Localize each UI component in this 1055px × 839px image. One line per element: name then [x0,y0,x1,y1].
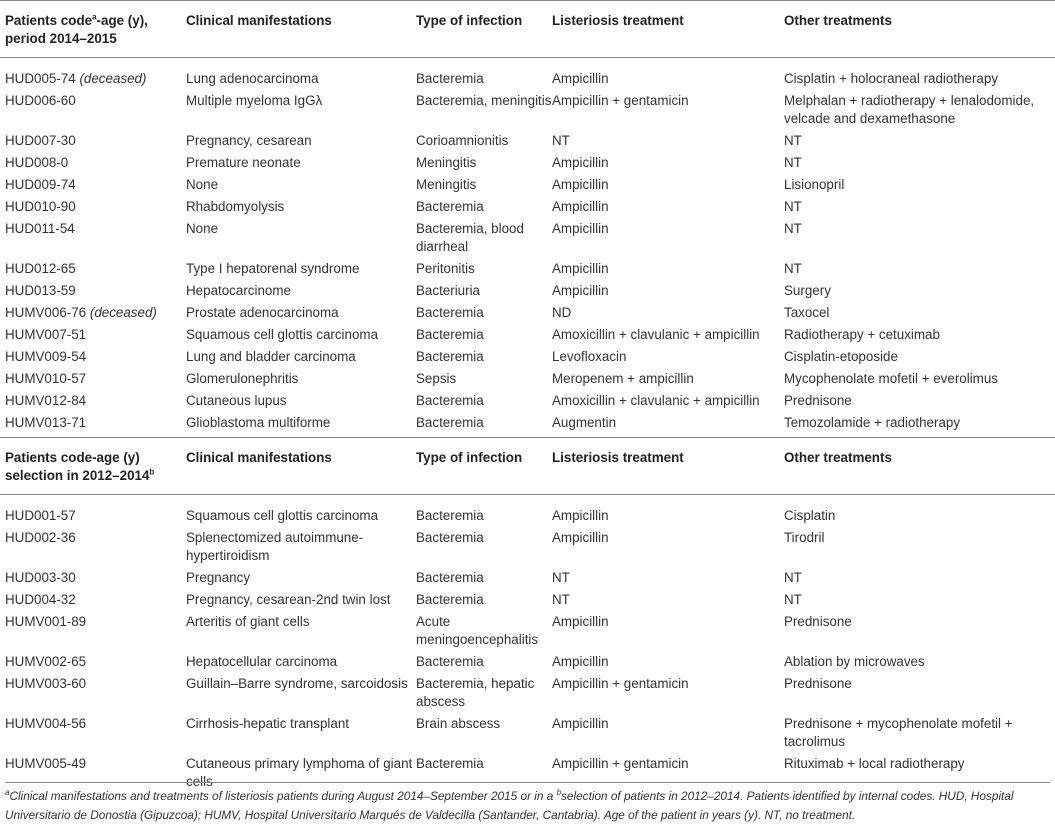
cell-listeriosis-treatment: NT [552,592,570,607]
cell-clinical-manifestations: Guillain–Barre syndrome, sarcoidosis [186,676,408,691]
cell-type-of-infection: Bacteremia [416,393,484,408]
table-row [0,611,1055,651]
patient-code: HUD005-74 [5,71,76,86]
cell-listeriosis-treatment: Ampicillin [552,155,609,170]
cell-patient-code [0,495,186,528]
table-header-row [0,438,1055,495]
cell-listeriosis-treatment: NT [552,133,570,148]
table-row [0,527,1055,567]
patient-code: HUMV003-60 [5,676,87,691]
cell-listeriosis-treatment: Ampicillin [552,614,609,629]
patient-code: HUMV004-56 [5,716,87,731]
cell-patient-code [0,346,186,368]
cell-patient-code [0,589,186,611]
table-row [0,130,1055,152]
cell-other-treatments: Taxocel [784,305,830,320]
patients-table-body [0,1,1055,797]
cell-listeriosis-treatment: Ampicillin [552,508,609,523]
cell-patient-code [0,58,186,91]
cell-other-treatments: Cisplatin-etoposide [784,349,898,364]
cell-patient-code [0,673,186,713]
cell-other-treatments: Ablation by microwaves [784,654,925,669]
cell-listeriosis-treatment: Ampicillin [552,530,609,545]
header-clinical-manifestations: Clinical manifestations [186,450,332,465]
patient-code: HUMV007-51 [5,327,87,342]
cell-patient-code [0,302,186,324]
cell-other-treatments: Surgery [784,283,831,298]
cell-other-treatments: Prednisone + mycophenolate mofetil + tacrolimus [784,716,1013,749]
cell-clinical-manifestations: Rhabdomyolysis [186,199,285,214]
footnote-marker-a: a [5,788,10,798]
table-row [0,346,1055,368]
cell-type-of-infection: Bacteremia, blood diarrheal [416,221,524,254]
cell-type-of-infection: Bacteremia, hepatic abscess [416,676,535,709]
cell-other-treatments: Melphalan + radiotherapy + lenalodomide, velcade and dexamethasone [784,93,1035,126]
patient-code: HUD001-57 [5,508,76,523]
cell-clinical-manifestations: Squamous cell glottis carcinoma [186,508,379,523]
cell-type-of-infection: Peritonitis [416,261,475,276]
cell-other-treatments: Prednisone [784,393,852,408]
table-row [0,713,1055,753]
header-type-of-infection: Type of infection [416,1,552,58]
cell-clinical-manifestations: Cirrhosis-hepatic transplant [186,716,349,731]
header-other-treatments: Other treatments [784,450,892,465]
table-row [0,495,1055,528]
cell-clinical-manifestations: Lung adenocarcinoma [186,71,319,86]
cell-other-treatments: Prednisone [784,614,852,629]
cell-listeriosis-treatment: Ampicillin [552,716,609,731]
table-footnote [5,782,1050,825]
cell-listeriosis-treatment: Ampicillin [552,283,609,298]
cell-clinical-manifestations: None [186,221,219,236]
cell-type-of-infection: Bacteremia [416,654,484,669]
cell-patient-code [0,324,186,346]
table-row [0,280,1055,302]
cell-other-treatments: NT [784,221,802,236]
cell-listeriosis-treatment: Ampicillin [552,71,609,86]
cell-clinical-manifestations: Arteritis of giant cells [186,614,310,629]
cell-type-of-infection: Bacteremia [416,199,484,214]
header-type-of-infection: Type of infection [416,450,523,465]
cell-type-of-infection: Bacteremia [416,530,484,545]
header-listeriosis-treatment: Listeriosis treatment [552,1,784,58]
cell-listeriosis-treatment: Ampicillin [552,261,609,276]
patient-code: HUD009-74 [5,177,76,192]
cell-clinical-manifestations: Multiple myeloma IgGλ [186,93,323,108]
cell-listeriosis-treatment: ND [552,305,572,320]
cell-type-of-infection: Meningitis [416,177,477,192]
table-row [0,302,1055,324]
table-row [0,651,1055,673]
table-row [0,368,1055,390]
cell-type-of-infection: Bacteremia, meningitis [416,93,552,108]
patient-code: HUD012-65 [5,261,76,276]
cell-clinical-manifestations: Pregnancy [186,570,251,585]
cell-clinical-manifestations: None [186,177,219,192]
patient-code: HUD004-32 [5,592,76,607]
patient-code: HUMV012-84 [5,393,87,408]
patient-code: HUMV010-57 [5,371,87,386]
cell-patient-code [0,368,186,390]
table-row [0,567,1055,589]
patient-code: HUD010-90 [5,199,76,214]
cell-listeriosis-treatment: Ampicillin [552,199,609,214]
cell-other-treatments: Prednisone [784,676,852,691]
cell-other-treatments: Rituximab + local radiotherapy [784,756,965,771]
patient-code: HUD011-54 [5,221,75,236]
cell-clinical-manifestations: Splenectomized autoimmune-hypertiroidism [186,530,364,563]
patient-code: HUD008-0 [5,155,69,170]
header-other-treatments: Other treatments [784,1,1055,58]
table-row [0,589,1055,611]
cell-listeriosis-treatment: Amoxicillin + clavulanic + ampicillin [552,393,760,408]
cell-patient-code [0,174,186,196]
cell-type-of-infection: Bacteremia [416,305,484,320]
cell-listeriosis-treatment: NT [552,570,570,585]
cell-clinical-manifestations: Lung and bladder carcinoma [186,349,356,364]
table-row [0,258,1055,280]
table-row [0,673,1055,713]
cell-clinical-manifestations: Squamous cell glottis carcinoma [186,327,379,342]
cell-type-of-infection: Meningitis [416,155,477,170]
cell-type-of-infection: Bacteriuria [416,283,481,298]
cell-other-treatments: NT [784,133,802,148]
cell-type-of-infection: Bacteremia [416,415,484,430]
cell-clinical-manifestations: Pregnancy, cesarean-2nd twin lost [186,592,391,607]
cell-patient-code [0,130,186,152]
cell-other-treatments: Temozolamide + radiotherapy [784,415,961,430]
header-clinical-manifestations: Clinical manifestations [186,1,416,58]
cell-other-treatments: NT [784,199,802,214]
cell-patient-code [0,567,186,589]
patient-code: HUD007-30 [5,133,76,148]
cell-patient-code [0,218,186,258]
cell-clinical-manifestations: Type I hepatorenal syndrome [186,261,360,276]
cell-clinical-manifestations: Hepatocellular carcinoma [186,654,338,669]
cell-type-of-infection: Bacteremia [416,71,484,86]
cell-patient-code [0,280,186,302]
cell-patient-code [0,651,186,673]
patient-code: HUD013-59 [5,283,76,298]
cell-listeriosis-treatment: Ampicillin + gentamicin [552,93,689,108]
cell-clinical-manifestations: Cutaneous primary lymphoma of giant cells [186,756,413,789]
cell-other-treatments: Cisplatin + holocraneal radiotherapy [784,71,999,86]
cell-patient-code [0,611,186,651]
table-row [0,174,1055,196]
table-row [0,390,1055,412]
cell-clinical-manifestations: Prostate adenocarcinoma [186,305,339,320]
cell-other-treatments: NT [784,592,802,607]
cell-other-treatments: NT [784,155,802,170]
patient-code: HUMV009-54 [5,349,87,364]
cell-clinical-manifestations: Glomerulonephritis [186,371,299,386]
cell-listeriosis-treatment: Ampicillin + gentamicin [552,756,689,771]
table-row [0,412,1055,437]
cell-other-treatments: Cisplatin [784,508,836,523]
table-header-row [0,1,1055,58]
footnote-marker-b: b [556,788,562,798]
cell-patient-code [0,412,186,437]
patient-code: HUD002-36 [5,530,76,545]
header-listeriosis-treatment: Listeriosis treatment [552,450,684,465]
deceased-note: (deceased) [79,71,147,86]
cell-type-of-infection: Brain abscess [416,716,501,731]
cell-type-of-infection: Bacteremia [416,756,484,771]
cell-listeriosis-treatment: Ampicillin [552,177,609,192]
cell-listeriosis-treatment: Ampicillin [552,221,609,236]
cell-clinical-manifestations: Hepatocarcinome [186,283,291,298]
table-row [0,152,1055,174]
cell-listeriosis-treatment: Levofloxacin [552,349,627,364]
cell-type-of-infection: Bacteremia [416,592,484,607]
table-row [0,196,1055,218]
cell-listeriosis-treatment: Meropenem + ampicillin [552,371,694,386]
table-row [0,58,1055,91]
cell-patient-code [0,390,186,412]
patient-code: HUMV002-65 [5,654,87,669]
table-row [0,218,1055,258]
cell-type-of-infection: Acute meningoencephalitis [416,614,539,647]
patient-code: HUMV013-71 [5,415,87,430]
cell-type-of-infection: Bacteremia [416,349,484,364]
cell-listeriosis-treatment: Ampicillin [552,654,609,669]
footnote-marker-a: a [92,12,97,22]
cell-patient-code [0,152,186,174]
patient-code: HUMV001-89 [5,614,87,629]
cell-type-of-infection: Bacteremia [416,508,484,523]
cell-patient-code [0,258,186,280]
deceased-note: (deceased) [89,305,157,320]
cell-listeriosis-treatment: Augmentin [552,415,617,430]
cell-clinical-manifestations: Premature neonate [186,155,301,170]
cell-other-treatments: Radiotherapy + cetuximab [784,327,940,342]
table-row [0,324,1055,346]
cell-type-of-infection: Bacteremia [416,570,484,585]
cell-type-of-infection: Bacteremia [416,327,484,342]
cell-other-treatments: Lisionopril [784,177,845,192]
cell-clinical-manifestations: Pregnancy, cesarean [186,133,312,148]
cell-clinical-manifestations: Cutaneous lupus [186,393,287,408]
cell-other-treatments: Tirodril [784,530,825,545]
footnote-marker-b: b [149,467,155,477]
cell-type-of-infection: Corioamnionitis [416,133,509,148]
patient-code: HUMV005-49 [5,756,87,771]
footnote-text-part-2: selection of patients in 2012–2014. Patients identified by internal codes. HUD, Hospital Universitario de Donostia (Gipuzcoa); HUMV, Hospital Universitario Marqués de Valdecilla (Santander, Cantabria). Age of the patient in years (y). NT, no treatment. [5,789,1014,822]
cell-listeriosis-treatment: Ampicillin + gentamicin [552,676,689,691]
table-row [0,90,1055,130]
cell-other-treatments: NT [784,261,802,276]
cell-patient-code [0,527,186,567]
cell-clinical-manifestations: Glioblastoma multiforme [186,415,331,430]
cell-type-of-infection: Sepsis [416,371,457,386]
header-patient-code: Patients code$^a$-age (y), period 2014–2015 [0,1,186,58]
header-patient-code: Patients code-age (y) selection in 2012–2014$^b$ [5,450,155,483]
patient-code: HUD003-30 [5,570,76,585]
patient-code: HUMV006-76 [5,305,87,320]
footnote-text-part-1: Clinical manifestations and treatments of listeriosis patients during August 2014–September 2015 or in a [9,789,557,803]
cell-patient-code [0,90,186,130]
patient-code: HUD006-60 [5,93,76,108]
cell-patient-code [0,713,186,753]
cell-patient-code [0,196,186,218]
cell-other-treatments: Mycophenolate mofetil + everolimus [784,371,998,386]
cell-listeriosis-treatment: Amoxicillin + clavulanic + ampicillin [552,327,760,342]
cell-other-treatments: NT [784,570,802,585]
